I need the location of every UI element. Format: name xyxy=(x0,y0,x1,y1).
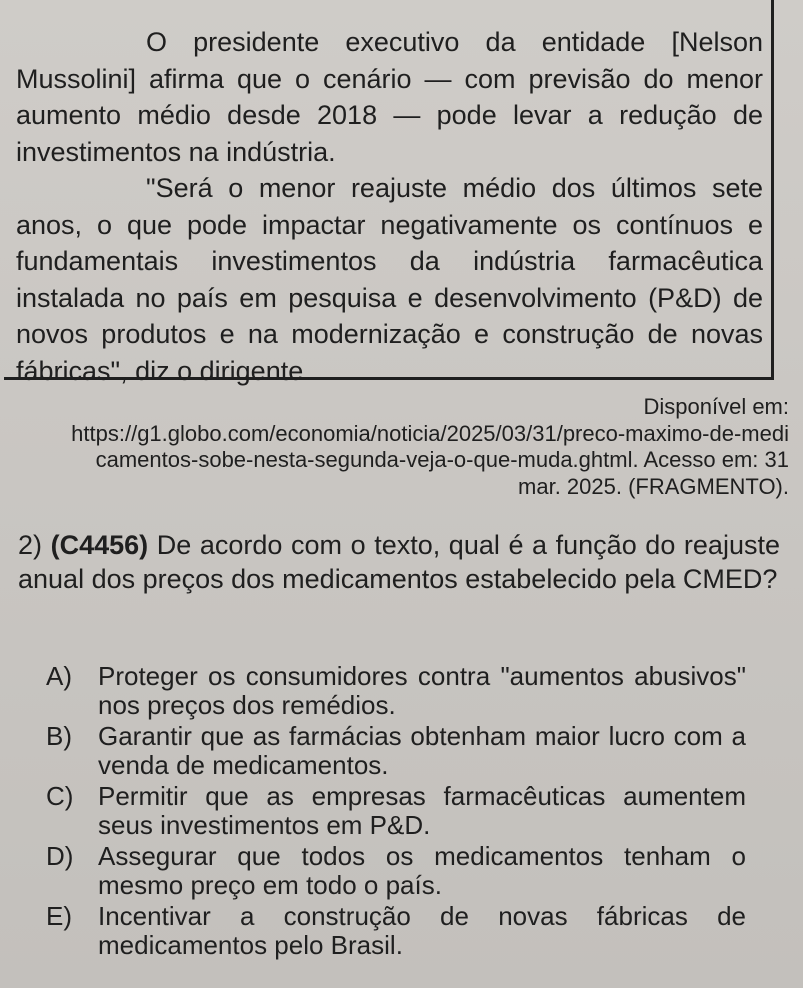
option-text: Incentivar a construção de novas fábricas de medicamentos pelo Brasil. xyxy=(98,901,746,960)
option-text: Assegurar que todos os medicamentos tenham o mesmo preço em todo o país. xyxy=(98,841,746,900)
option-d[interactable] xyxy=(46,842,746,900)
option-b[interactable] xyxy=(46,722,746,780)
source-url-line-2: camentos-sobe-nesta-segunda-veja-o-que-muda.ghtml. Acesso em: 31 xyxy=(95,447,789,472)
excerpt-box xyxy=(4,0,774,386)
question-text: De acordo com o texto, qual é a função do reajuste anual dos preços dos medicamentos estabelecido pela CMED? xyxy=(18,530,780,594)
option-letter: C) xyxy=(46,781,74,811)
option-text: Garantir que as farmácias obtenham maior lucro com a venda de medicamentos. xyxy=(98,721,746,780)
answer-options xyxy=(46,662,746,962)
question-number: 2) xyxy=(18,530,43,560)
option-text: Permitir que as empresas farmacêuticas aumentem seus investimentos em P&D. xyxy=(98,781,746,840)
option-text: Proteger os consumidores contra "aumentos abusivos" nos preços dos remédios. xyxy=(98,661,746,720)
option-e[interactable] xyxy=(46,902,746,960)
option-letter: E) xyxy=(46,901,72,931)
question-prompt xyxy=(18,528,780,596)
source-citation xyxy=(49,394,789,500)
option-letter: B) xyxy=(46,721,72,751)
source-label: Disponível em: xyxy=(643,394,789,419)
question-code: (C4456) xyxy=(50,530,149,560)
option-c[interactable] xyxy=(46,782,746,840)
option-letter: D) xyxy=(46,841,74,871)
excerpt-paragraph-1: O presidente executivo da entidade [Nelson Mussolini] afirma que o cenário — com previsão do menor aumento médio desde 2018 — pode levar a redução de investimentos na indústria. xyxy=(16,27,763,167)
option-a[interactable] xyxy=(46,662,746,720)
excerpt-paragraph-2: "Será o menor reajuste médio dos últimos sete anos, o que pode impactar negativamente os contínuos e fundamentais investimentos da indústria farmacêutica instalada no país em pesquisa e desenvolvimento (P&D) de novos produtos e na modernização e construção de novas fábricas", diz o dirigente. xyxy=(16,173,763,386)
source-url-line-1: https://g1.globo.com/economia/noticia/2025/03/31/preco-maximo-de-medi xyxy=(71,420,789,446)
source-note: mar. 2025. (FRAGMENTO). xyxy=(518,473,789,499)
option-letter: A) xyxy=(46,661,72,691)
